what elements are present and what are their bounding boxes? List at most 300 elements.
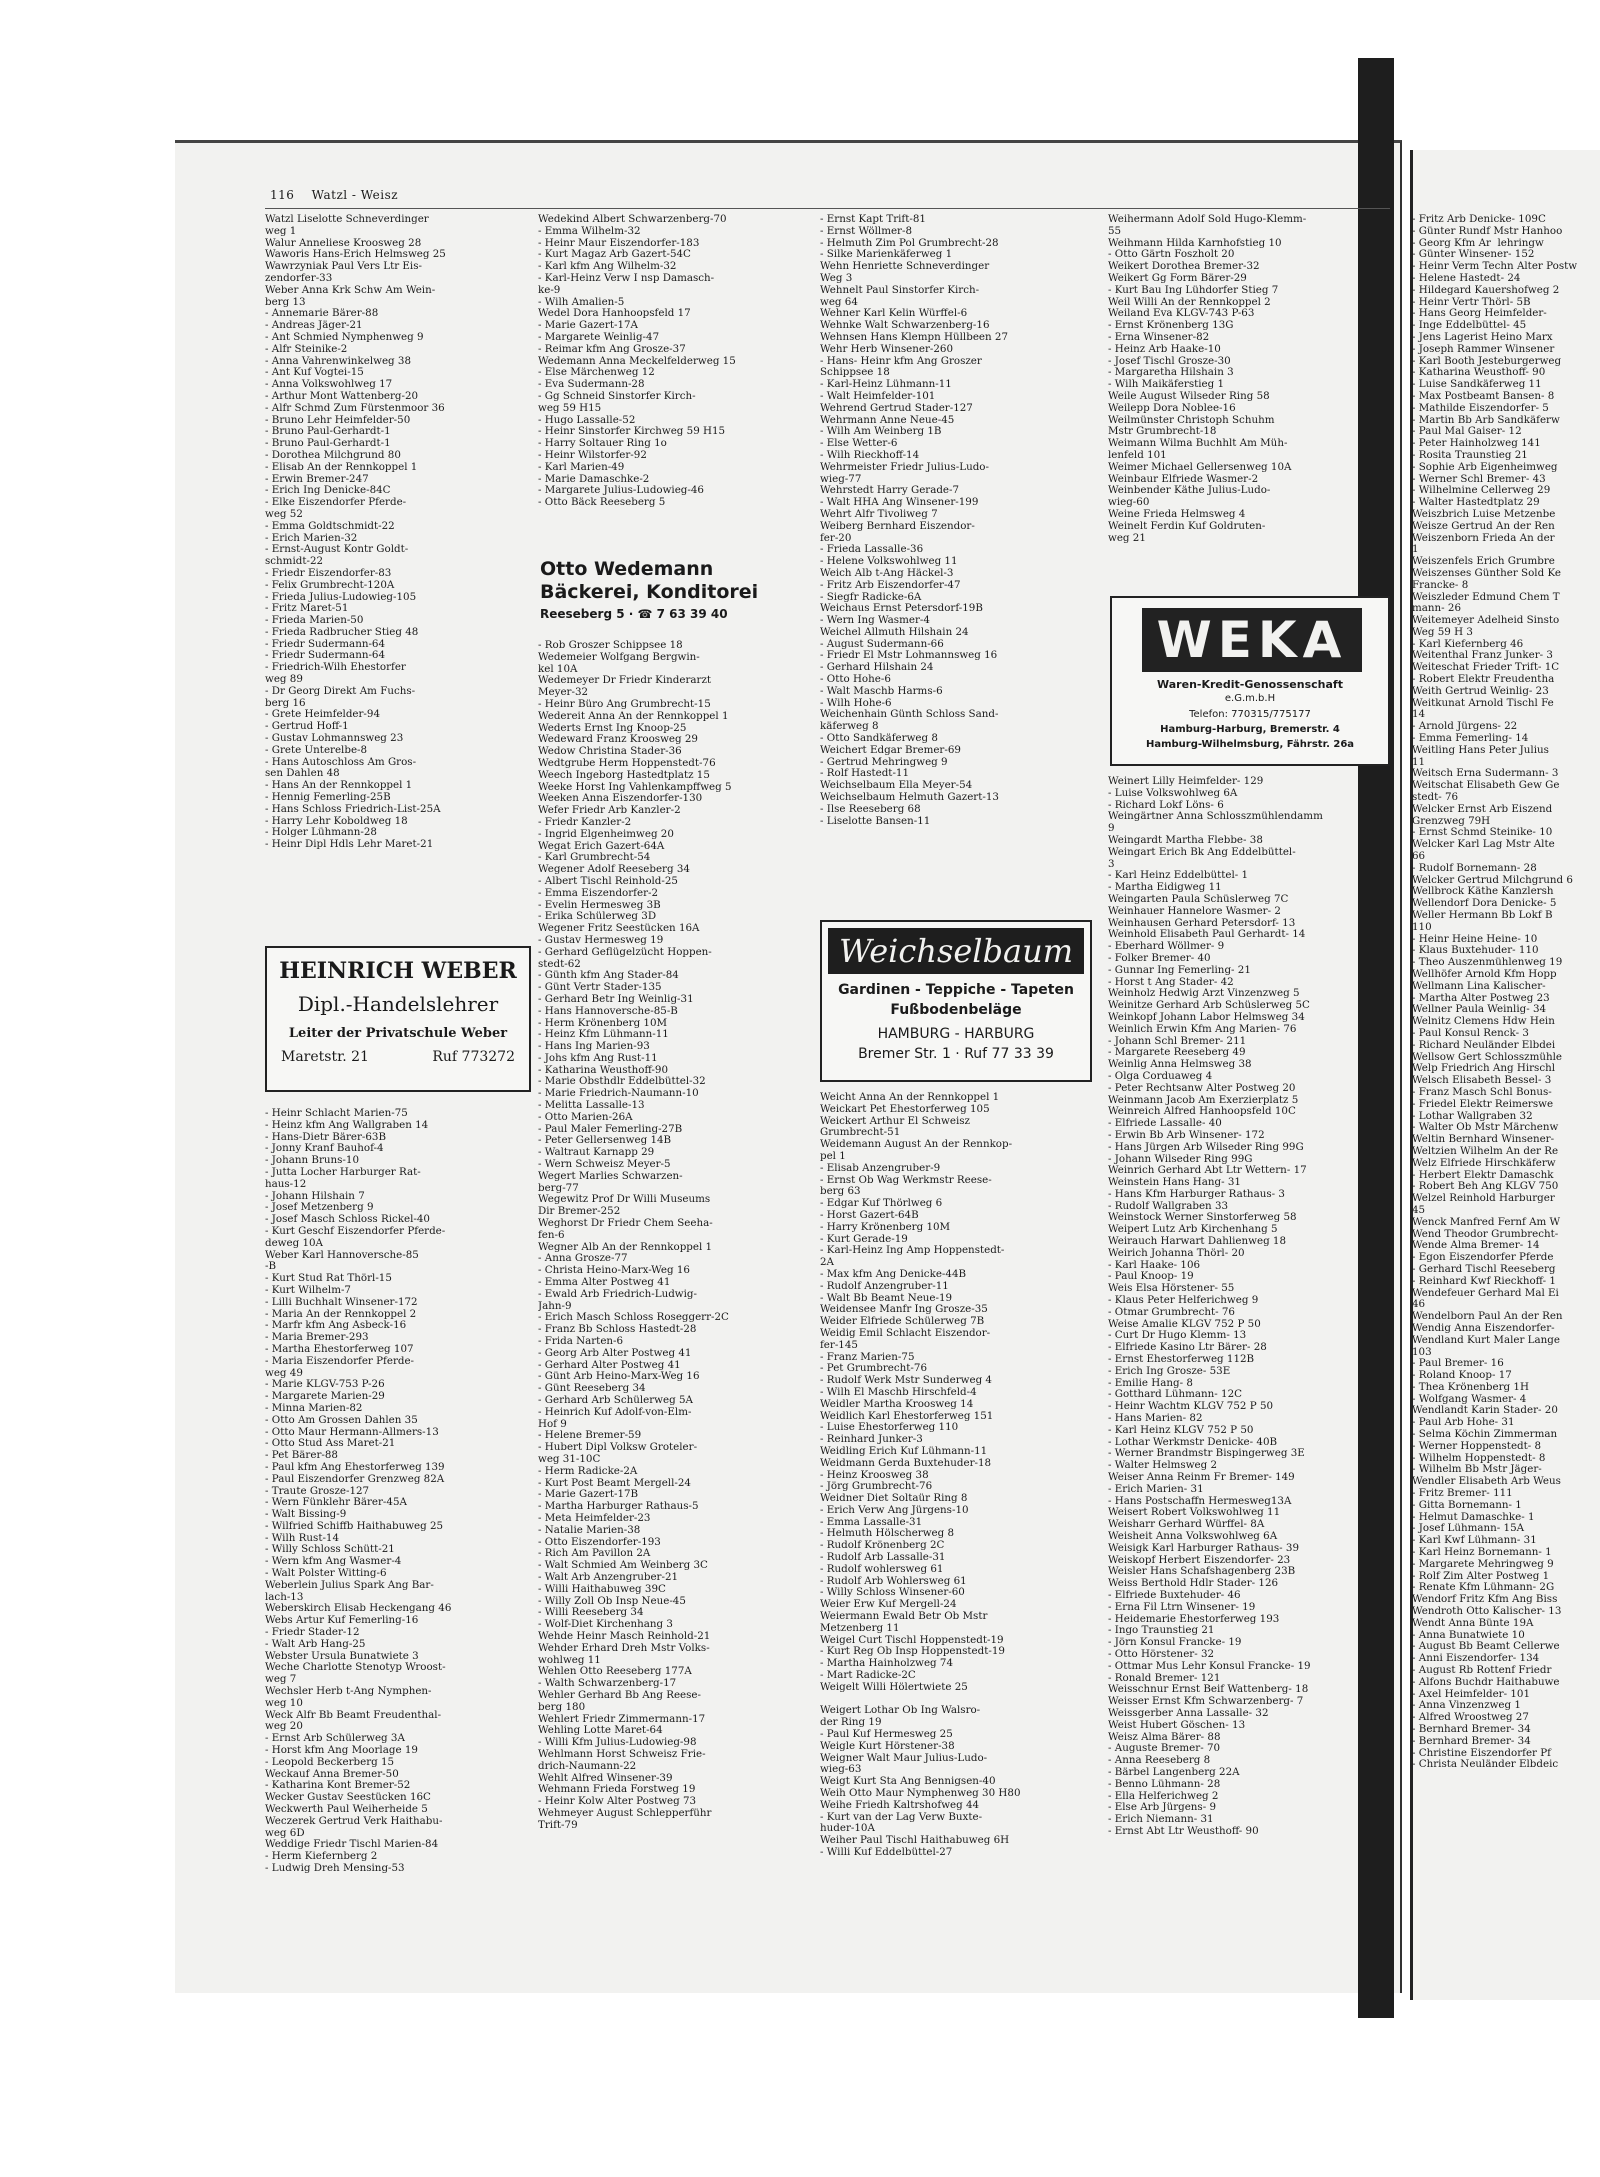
directory-entry: - Harry Krönenberg 10M <box>820 1221 951 1233</box>
directory-entry: - Walth Schwarzenberg-17 <box>538 1678 677 1690</box>
directory-entry: - Rudolf Arb Wohlersweg 61 <box>820 1575 967 1587</box>
directory-entry: - Paul Mal Gaiser- 12 <box>1412 426 1522 438</box>
directory-entry: - Willi Kuf Eddelbüttel-27 <box>820 1847 953 1858</box>
directory-entry: - Renate Kfm Lühmann- 2G <box>1412 1582 1555 1594</box>
ad-heinrich-weber <box>265 946 531 1092</box>
directory-entry: - Mathilde Eiszendorfer- 5 <box>1412 402 1549 414</box>
directory-entry: - Bruno Lehr Heimfelder-50 <box>265 414 411 426</box>
directory-entry: - Gitta Bornemann- 1 <box>1412 1499 1522 1511</box>
directory-entry: Weche Charlotte Stenotyp Wroost- <box>265 1662 446 1674</box>
directory-entry: - Fritz Maret-51 <box>265 603 349 615</box>
directory-entry: Welcker Gertrud Milchgrund 6 <box>1412 874 1573 886</box>
column-4-top <box>1108 214 1358 544</box>
directory-entry: Welcker Karl Lag Mstr Alte <box>1412 839 1555 851</box>
directory-entry: - Wern kfm Ang Wasmer-4 <box>265 1556 402 1568</box>
directory-entry: Weg 59 H 3 <box>1412 626 1473 638</box>
directory-entry: - Dr Georg Direkt Am Fuchs- <box>265 685 416 697</box>
directory-entry: - Heinz Kfm Lühmann-11 <box>538 1029 669 1041</box>
directory-entry: Wehlmann Horst Schweisz Frie- <box>538 1748 706 1760</box>
directory-entry: Weiland Eva KLGV-743 P-63 <box>1108 308 1255 320</box>
directory-entry: Weck Alfr Bb Beamt Freudenthal- <box>265 1709 442 1721</box>
directory-entry: - Otto Hohe-6 <box>820 674 891 686</box>
directory-entry: drich-Naumann-22 <box>538 1760 637 1772</box>
directory-entry: - Wolf-Diet Kirchenhang 3 <box>538 1619 673 1631</box>
directory-entry: - Rosita Traunstieg 21 <box>1412 449 1528 461</box>
directory-entry: Weissgerber Anna Lassalle- 32 <box>1108 1707 1269 1719</box>
directory-entry: - Reinhard Kwf Rieckhoff- 1 <box>1412 1275 1556 1287</box>
directory-entry: - Günt Arb Heino-Marx-Weg 16 <box>538 1371 700 1383</box>
directory-entry: - Emilie Hang- 8 <box>1108 1377 1193 1389</box>
directory-entry: Wendlandt Karin Stader- 20 <box>1412 1405 1558 1417</box>
directory-entry: - Grete Heimfelder-94 <box>265 709 381 721</box>
directory-entry: - Harry Soltauer Ring 1o <box>538 438 667 450</box>
directory-entry: Jahn-9 <box>538 1300 572 1312</box>
directory-entry: - Elfriede Kasino Ltr Bärer- 28 <box>1108 1342 1267 1354</box>
directory-entry: Welzel Reinhold Harburger <box>1412 1193 1555 1205</box>
directory-entry: Weisharr Gerhard Würffel- 8A <box>1108 1519 1265 1531</box>
directory-entry: - Hans- Heinr kfm Ang Groszer <box>820 355 982 367</box>
directory-entry: - Richard Neuländer Elbdei <box>1412 1039 1556 1051</box>
directory-entry: - Frieda Julius-Ludowieg-105 <box>265 591 417 603</box>
directory-entry: - Meta Heimfelder-23 <box>538 1512 651 1524</box>
directory-entry: - Anna Bunatwiete 10 <box>1412 1629 1525 1641</box>
directory-entry: Weberlein Julius Spark Ang Bar- <box>265 1579 434 1591</box>
directory-entry: Weidig Emil Schlacht Eiszendor- <box>820 1327 991 1339</box>
directory-entry: - Holger Lühmann-28 <box>265 827 377 839</box>
directory-entry: - Kurt Gerade-19 <box>820 1233 908 1245</box>
directory-entry: Weltin Bernhard Winsener- <box>1412 1134 1555 1146</box>
directory-entry: - Otto Maur Hermann-Allmers-13 <box>265 1426 439 1438</box>
directory-entry: berg 13 <box>265 296 306 308</box>
directory-entry: weg 49 <box>265 1367 303 1379</box>
directory-entry: wieg-60 <box>1108 497 1150 509</box>
directory-entry: Weile August Wilseder Ring 58 <box>1108 390 1270 402</box>
directory-entry: - Sophie Arb Eigenheimweg <box>1412 461 1558 473</box>
directory-entry: - Friedr Sudermann-64 <box>265 638 386 650</box>
directory-entry: Weis Elsa Hörstener- 55 <box>1108 1283 1235 1295</box>
directory-entry: - Marie Friedrich-Naumann-10 <box>538 1088 699 1100</box>
directory-entry: - Katharina Weusthoff-90 <box>538 1064 669 1076</box>
directory-entry: - Martha Eidigweg 11 <box>1108 882 1222 894</box>
directory-entry: - Emma Eiszendorfer-2 <box>538 887 659 899</box>
directory-entry: - Ant Kuf Vogtei-15 <box>265 367 364 379</box>
directory-entry: - Heinr Verm Techn Alter Postw <box>1412 261 1578 273</box>
directory-entry: - Arthur Mont Wattenberg-20 <box>265 390 419 402</box>
directory-entry: - Martin Bb Arb Sandkäferw <box>1412 414 1560 426</box>
directory-entry: - Klaus Buxtehuder- 110 <box>1412 945 1539 957</box>
directory-entry: - Helmuth Zim Pol Grumbrecht-28 <box>820 237 999 249</box>
book-spine <box>1358 58 1394 2018</box>
directory-entry: - Hans Jürgen Arb Wilseder Ring 99G <box>1108 1141 1304 1153</box>
directory-entry: Weimann Wilma Buchhlt Am Müh- <box>1108 438 1288 450</box>
directory-entry: Welnitz Clemens Hdw Hein <box>1412 1016 1555 1028</box>
directory-entry: der Ring 19 <box>820 1717 882 1729</box>
directory-entry: Wehrmann Anne Neue-45 <box>820 414 955 426</box>
directory-entry: - Ludwig Dreh Mensing-53 <box>265 1863 405 1874</box>
directory-entry: - Eberhard Wöllmer- 9 <box>1108 941 1225 953</box>
directory-entry: - Luise Ehestorferweg 110 <box>820 1422 959 1434</box>
column-1-top <box>265 214 525 851</box>
header-rule <box>265 208 1390 209</box>
directory-entry: - Ernst Kapt Trift-81 <box>820 214 926 225</box>
directory-entry: - Erich Marien- 31 <box>1108 1483 1204 1495</box>
directory-entry: - Werner Brandmstr Bispingerweg 3E <box>1108 1448 1305 1460</box>
directory-entry: huder-10A <box>820 1823 875 1835</box>
directory-entry: Weisheit Anna Volkswohlweg 6A <box>1108 1531 1278 1542</box>
directory-entry: - Margarete Mehringweg 9 <box>1412 1558 1554 1570</box>
directory-entry: Waworis Hans-Erich Helmsweg 25 <box>265 249 446 261</box>
ad-weber-line: Leiter der Privatschule Weber <box>288 1026 508 1041</box>
directory-entry: - Wilh Maikäferstieg 1 <box>1108 379 1225 391</box>
directory-entry: - Margarete Weinlig-47 <box>538 331 660 343</box>
directory-entry: - Marie Damaschke-2 <box>538 473 650 485</box>
directory-entry: - Horst kfm Ang Moorlage 19 <box>265 1745 418 1757</box>
directory-entry: kel 10A <box>538 663 578 675</box>
directory-entry: Wedtgrube Herm Hoppenstedt-76 <box>538 757 716 769</box>
directory-entry: - Helene Hastedt- 24 <box>1412 272 1521 284</box>
directory-entry: - Helmut Damaschke- 1 <box>1412 1511 1535 1523</box>
directory-entry: 110 <box>1412 921 1432 933</box>
directory-entry: weg 10 <box>265 1697 303 1709</box>
directory-entry: Weidemann August An der Rennkop- <box>820 1139 1013 1151</box>
directory-entry: lach-13 <box>265 1591 304 1603</box>
directory-entry: - Willi Reeseberg 34 <box>538 1607 644 1619</box>
directory-entry: wieg-77 <box>820 473 862 485</box>
directory-entry: Webs Artur Kuf Femerling-16 <box>265 1615 419 1627</box>
directory-entry: stedt- 76 <box>1412 792 1459 804</box>
directory-entry: - Rolf Zim Alter Postweg 1 <box>1412 1570 1550 1582</box>
directory-entry: - Walter Ob Mstr Märchenw <box>1412 1122 1559 1134</box>
directory-entry: - Otto Gärtn Foszholt 20 <box>1108 249 1235 261</box>
directory-entry: Wellsow Gert Schlosszmühle <box>1412 1051 1562 1063</box>
directory-entry: Weckauf Anna Bremer-50 <box>265 1768 399 1780</box>
directory-entry: - Rudolf Anzengruber-11 <box>820 1280 949 1292</box>
directory-entry: - Maria An der Rennkoppel 2 <box>265 1308 417 1320</box>
directory-entry: - Willi Kfm Julius-Ludowieg-98 <box>538 1737 697 1749</box>
directory-entry: Wehlert Friedr Zimmermann-17 <box>538 1713 706 1725</box>
directory-entry: Wederts Ernst Ing Knoop-25 <box>538 722 687 734</box>
directory-entry: - Werner Hoppenstedt- 8 <box>1412 1440 1542 1452</box>
directory-entry: - Günth kfm Ang Stader-84 <box>538 970 679 982</box>
directory-entry: - Margarete Reeseberg 49 <box>1108 1047 1246 1059</box>
directory-entry: - Luise Sandkäferweg 11 <box>1412 379 1542 391</box>
directory-entry: - Paul Maler Femerling-27B <box>538 1123 683 1135</box>
ad-weichselbaum <box>820 920 1092 1082</box>
directory-entry: 14 <box>1412 709 1426 721</box>
directory-entry: - Bruno Paul-Gerhardt-1 <box>265 438 391 450</box>
directory-entry: - Werner Schl Bremer- 43 <box>1412 473 1546 485</box>
directory-entry: - Kurt van der Lag Verw Buxte- <box>820 1811 983 1823</box>
directory-entry: Weinert Lilly Heimfelder- 129 <box>1108 776 1264 787</box>
directory-entry: - Günt Vertr Stader-135 <box>538 982 662 994</box>
directory-entry: - Wolfgang Wasmer- 4 <box>1412 1393 1527 1405</box>
directory-entry: - August Sudermann-66 <box>820 638 944 650</box>
directory-entry: - Katharina Weusthoff- 90 <box>1412 367 1546 379</box>
directory-entry: - Heinr Schlacht Marien-75 <box>265 1108 408 1119</box>
directory-entry: Weigner Walt Maur Julius-Ludo- <box>820 1752 988 1764</box>
directory-entry: - Silke Marienkäferweg 1 <box>820 249 953 261</box>
directory-entry: - Rudolf Wallgraben 33 <box>1108 1200 1229 1212</box>
directory-entry: - Felix Grumbrecht-120A <box>265 579 395 591</box>
directory-entry: - Fritz Bremer- 111 <box>1412 1488 1513 1500</box>
directory-entry: Weichel Allmuth Hilshain 24 <box>820 626 969 638</box>
directory-entry: - Elisab An der Rennkoppel 1 <box>265 461 418 473</box>
directory-entry: - Erna Fil Ltrn Winsener- 19 <box>1108 1601 1256 1613</box>
directory-entry: berg 63 <box>820 1186 861 1198</box>
directory-entry: Weith Gertrud Weinlig- 23 <box>1412 685 1549 697</box>
directory-entry: Mstr Grumbrecht-18 <box>1108 426 1217 438</box>
directory-entry: - Kurt Stud Rat Thörl-15 <box>265 1273 392 1285</box>
directory-entry: Wehmeyer August Schlepperführ <box>538 1807 712 1819</box>
directory-entry: Weinlich Erwin Kfm Ang Marien- 76 <box>1108 1023 1297 1035</box>
directory-entry: schmidt-22 <box>265 556 324 568</box>
directory-entry: Weichenhain Günth Schloss Sand- <box>820 709 999 721</box>
directory-entry: - Gerhard Alter Postweg 41 <box>538 1359 681 1371</box>
weichselbaum-address: Bremer Str. 1 · Ruf 77 33 39 <box>858 1046 1054 1062</box>
directory-entry: - Erika Schülerweg 3D <box>538 911 657 923</box>
directory-entry: - Wilhelmine Cellerweg 29 <box>1412 485 1551 497</box>
directory-entry: - Elfriede Lassalle- 40 <box>1108 1118 1222 1130</box>
directory-entry: - Wern Ing Wasmer-4 <box>820 615 930 627</box>
directory-entry: - Hans Kfm Harburger Rathaus- 3 <box>1108 1188 1285 1200</box>
directory-entry: - Hugo Lassalle-52 <box>538 414 636 426</box>
directory-entry: - Lothar Wallgraben 32 <box>1412 1110 1533 1122</box>
directory-entry: Welp Friedrich Ang Hirschl <box>1412 1063 1556 1075</box>
directory-entry: Walur Anneliese Kroosweg 28 <box>265 237 422 249</box>
directory-entry: haus-12 <box>265 1178 307 1190</box>
directory-entry: - Christine Eiszendorfer Pf <box>1412 1747 1551 1759</box>
directory-entry: Welz Elfriede Hirschkäferw <box>1412 1157 1556 1169</box>
weka-phone: Telefon: 770315/775177 <box>1189 709 1311 720</box>
directory-entry: - Paul Konsul Renck- 3 <box>1412 1027 1529 1039</box>
directory-entry: - Elfriede Buxtehuder- 46 <box>1108 1589 1241 1601</box>
directory-entry: mann- 26 <box>1412 603 1462 615</box>
directory-entry: - Wern Schweisz Meyer-5 <box>538 1159 671 1171</box>
directory-entry: Weeke Horst Ing Vahlenkampffweg 5 <box>538 781 732 793</box>
directory-entry: stedt-62 <box>538 958 581 970</box>
directory-entry: - Dorothea Milchgrund 80 <box>265 449 401 461</box>
directory-entry: - Gotthard Lühmann- 12C <box>1108 1389 1243 1401</box>
directory-entry: - Hennig Femerling-25B <box>265 792 391 804</box>
directory-entry: zendorfer-33 <box>265 272 333 284</box>
directory-entry: Weczerek Gertrud Verk Haithabu- <box>265 1815 443 1827</box>
directory-entry: Weiszenfels Erich Grumbre <box>1412 556 1555 568</box>
directory-entry: - Kurt Post Beamt Mergell-24 <box>538 1477 691 1489</box>
directory-entry: - Karl Kiefernberg 46 <box>1412 638 1524 650</box>
directory-entry: Wegener Fritz Seestücken 16A <box>538 923 700 935</box>
directory-entry: Wellbrock Käthe Kanzlersh <box>1412 886 1554 898</box>
directory-entry: - Friedr El Mstr Lohmannsweg 16 <box>820 650 998 662</box>
directory-entry: - Thea Krönenberg 1H <box>1412 1381 1529 1393</box>
directory-entry: Weisler Hans Schafshagenberg 23B <box>1108 1566 1296 1578</box>
directory-entry: - Peter Hainholzweg 141 <box>1412 438 1541 450</box>
directory-entry: - Walt Arb Anzengruber-21 <box>538 1571 679 1583</box>
directory-entry: - Ewald Arb Friedrich-Ludwig- <box>538 1288 697 1300</box>
directory-entry: - Richard Lokf Löns- 6 <box>1108 799 1224 811</box>
page-header <box>270 188 398 202</box>
directory-entry: - Heinrich Kuf Adolf-von-Elm- <box>538 1406 692 1418</box>
directory-entry: Weiermann Ewald Betr Ob Mstr <box>820 1611 988 1623</box>
directory-entry: - Gustav Lohmannsweg 23 <box>265 733 404 745</box>
directory-entry: - Erwin Bb Arb Winsener- 172 <box>1108 1129 1265 1141</box>
directory-entry: pel 1 <box>820 1150 846 1162</box>
directory-entry: - Gg Schneid Sinstorfer Kirch- <box>538 390 696 402</box>
directory-entry: Wehnelt Paul Sinstorfer Kirch- <box>820 284 980 296</box>
directory-entry: - Ernst Arb Schülerweg 3A <box>265 1733 405 1745</box>
directory-entry: - Roland Knoop- 17 <box>1412 1370 1512 1382</box>
directory-entry: - Maria Eiszendorfer Pferde- <box>265 1355 415 1367</box>
directory-entry: - Karl-Heinz Verw I nsp Damasch- <box>538 272 715 284</box>
directory-entry: Wend Theodor Grumbrecht- <box>1412 1228 1559 1240</box>
page-number: 116 <box>270 188 295 202</box>
directory-entry: sen Dahlen 48 <box>265 768 340 780</box>
directory-entry: fer-20 <box>820 532 852 544</box>
directory-entry: Weinmann Jacob Am Exerzierplatz 5 <box>1108 1094 1299 1106</box>
directory-entry: Wendler Elisabeth Arb Weus <box>1412 1476 1561 1488</box>
directory-entry: - Olga Corduaweg 4 <box>1108 1070 1213 1082</box>
directory-entry: - Walt HHA Ang Winsener-199 <box>820 497 979 509</box>
directory-entry: Weisschnur Ernst Beif Wattenberg- 18 <box>1108 1684 1309 1696</box>
directory-entry: - Anna Vinzenzweg 1 <box>1412 1700 1521 1712</box>
directory-entry: - Walt Maschb Harms-6 <box>820 685 943 697</box>
directory-entry: - Ernst Ehestorferweg 112B <box>1108 1354 1255 1366</box>
directory-entry: - Horst t Ang Stader- 42 <box>1108 976 1234 988</box>
directory-entry: Wedow Christina Stader-36 <box>538 746 682 758</box>
directory-entry: Weidner Diet Soltaür Ring 8 <box>820 1493 968 1505</box>
directory-entry: - Evelin Hermesweg 3B <box>538 899 661 911</box>
directory-entry: Weg 3 <box>820 272 853 284</box>
directory-entry: Weikert Gg Form Bärer-29 <box>1108 272 1247 284</box>
directory-entry: - Gustav Hermesweg 19 <box>538 934 664 946</box>
directory-entry: Weingarten Paula Schüslerweg 7C <box>1108 893 1289 905</box>
directory-entry: Weist Hubert Göschen- 13 <box>1108 1719 1246 1731</box>
directory-entry: - Ilse Reeseberg 68 <box>820 803 921 815</box>
directory-entry: - Frieda Radbrucher Stieg 48 <box>265 626 419 638</box>
directory-entry: - Willy Schloss Winsener-60 <box>820 1587 965 1599</box>
directory-entry: Francke- 8 <box>1412 579 1469 591</box>
directory-entry: Weidmann Gerda Buxtehuder-18 <box>820 1457 992 1469</box>
directory-entry: - Liselotte Bansen-11 <box>820 815 931 827</box>
directory-entry: - Axel Heimfelder- 101 <box>1412 1688 1530 1700</box>
directory-entry: wieg-63 <box>820 1764 862 1776</box>
directory-entry: weg 64 <box>820 296 858 308</box>
directory-entry: - Gertrud Mehringweg 9 <box>820 756 948 768</box>
directory-entry: Weingardt Martha Flebbe- 38 <box>1108 834 1263 846</box>
directory-entry: Wehrend Gertrud Stader-127 <box>820 402 973 414</box>
directory-entry: - Eva Sudermann-28 <box>538 379 645 391</box>
directory-entry: - Gerhard Tischl Reeseberg <box>1412 1263 1556 1275</box>
directory-entry: - August Bb Beamt Cellerwe <box>1412 1641 1560 1653</box>
directory-entry: - Grete Unterelbe-8 <box>265 744 368 756</box>
directory-entry: - Friedel Elektr Reimerswe <box>1412 1098 1554 1110</box>
directory-entry: Wedemeier Wolfgang Bergwin- <box>538 651 700 663</box>
column-3-top <box>820 214 1080 827</box>
directory-entry: - Rudolf Krönenberg 2C <box>820 1540 945 1552</box>
directory-entry: Wedemann Anna Meckelfelderweg 15 <box>538 355 736 367</box>
directory-entry: - Elke Eiszendorfer Pferde- <box>265 497 407 509</box>
column-5 <box>1412 214 1600 1771</box>
directory-entry: Weicht Anna An der Rennkoppel 1 <box>820 1092 1000 1103</box>
directory-entry: - Hubert Dipl Volksw Groteler- <box>538 1442 698 1454</box>
directory-entry: - Kurt Magaz Arb Gazert-54C <box>538 249 691 261</box>
directory-entry: - Heidemarie Ehestorferweg 193 <box>1108 1613 1280 1625</box>
directory-entry: - Walt Schmied Am Weinberg 3C <box>538 1560 708 1572</box>
directory-entry: - Alfred Wroostweg 27 <box>1412 1712 1529 1724</box>
directory-entry: Weisz Alma Bärer- 88 <box>1108 1731 1221 1743</box>
directory-entry: - Edgar Kuf Thörlweg 6 <box>820 1198 943 1210</box>
directory-entry: - Reinhard Junker-3 <box>820 1434 923 1446</box>
directory-entry: - Rudolf Arb Lassalle-31 <box>820 1552 946 1564</box>
directory-entry: - Josef Tischl Grosze-30 <box>1108 355 1231 367</box>
directory-entry: Weikert Dorothea Bremer-32 <box>1108 261 1260 273</box>
directory-entry: - Lilli Buchhalt Winsener-172 <box>265 1296 418 1308</box>
directory-entry: Weitsch Erna Sudermann- 3 <box>1412 768 1559 780</box>
directory-entry: - Helmuth Hölscherweg 8 <box>820 1528 955 1540</box>
directory-entry: Weinhausen Gerhard Petersdorf- 13 <box>1108 917 1296 929</box>
directory-entry: Hof 9 <box>538 1418 567 1430</box>
directory-entry: Metzenberg 11 <box>820 1622 900 1634</box>
ad-weber-street: Maretstr. 21 <box>281 1049 369 1065</box>
directory-entry: Welcker Ernst Arb Eiszend <box>1412 803 1553 815</box>
directory-entry: Wendt Anna Bünte 19A <box>1412 1617 1534 1629</box>
weka-logo: WEKA <box>1142 608 1362 672</box>
directory-entry: - Rolf Hastedt-11 <box>820 768 910 780</box>
directory-entry: Weigelt Willi Hölertwiete 25 <box>820 1681 968 1693</box>
directory-entry: - Heinz kfm Ang Wallgraben 14 <box>265 1119 429 1131</box>
directory-entry: - Ant Schmied Nymphenweg 9 <box>265 331 424 343</box>
directory-entry: - Bärbel Langenberg 22A <box>1108 1766 1240 1778</box>
directory-entry: Dir Bremer-252 <box>538 1206 621 1218</box>
weichselbaum-city: HAMBURG - HARBURG <box>877 1026 1035 1042</box>
directory-entry: - Ernst Krönenberg 13G <box>1108 320 1234 332</box>
directory-entry: - Max kfm Ang Denicke-44B <box>820 1268 967 1280</box>
directory-entry: - Otto Bäck Reeseberg 5 <box>538 497 666 509</box>
weka-line1: Hamburg-Harburg, Bremerstr. 4 <box>1160 724 1340 735</box>
page-title: Watzl - Weisz <box>311 188 399 202</box>
directory-entry: - Erich Masch Schloss Roseggerr-2C <box>538 1312 729 1324</box>
directory-entry: - Herm Radicke-2A <box>538 1465 638 1477</box>
directory-entry: Weinrich Gerhard Abt Ltr Wettern- 17 <box>1108 1165 1307 1177</box>
directory-entry: - Else Märchenweg 12 <box>538 367 655 379</box>
directory-entry: - Friedrich-Wilh Ehestorfer <box>265 662 406 674</box>
directory-entry: - Jutta Locher Harburger Rat- <box>265 1166 421 1178</box>
directory-entry: - Günter Winsener- 152 <box>1412 249 1535 261</box>
directory-entry: Welsch Elisabeth Bessel- 3 <box>1412 1075 1552 1087</box>
directory-entry: - Frieda Lassalle-36 <box>820 544 924 556</box>
column-2-top <box>538 214 798 509</box>
directory-entry: - Else Wetter-6 <box>820 438 898 450</box>
weka-legal: e.G.m.b.H <box>1224 693 1276 704</box>
directory-entry: - Heinr Wachtm KLGV 752 P 50 <box>1108 1401 1274 1413</box>
directory-entry: berg 16 <box>265 697 306 709</box>
directory-entry: - Gerhard Betr Ing Weinlig-31 <box>538 993 694 1005</box>
directory-entry: Weinelt Ferdin Kuf Goldruten- <box>1108 520 1266 532</box>
ad-wedemann-address: Reeseberg 5 · ☎ 7 63 39 40 <box>540 607 728 621</box>
directory-entry: - Willy Zoll Ob Insp Neue-45 <box>538 1595 686 1607</box>
directory-entry: - Helene Bremer-59 <box>538 1430 642 1442</box>
directory-entry: - Alfr Schmd Zum Fürstenmoor 36 <box>265 402 445 414</box>
directory-entry: - Ingo Traunstieg 21 <box>1108 1625 1215 1637</box>
directory-entry: - Gerhard Hilshain 24 <box>820 662 934 674</box>
directory-entry: Trift-79 <box>538 1819 578 1831</box>
directory-entry: Weiskopf Herbert Eiszendorfer- 23 <box>1108 1554 1291 1566</box>
directory-entry: - Max Postbeamt Bansen- 8 <box>1412 390 1555 402</box>
directory-entry: käferweg 8 <box>820 721 879 733</box>
directory-entry: Weitkunat Arnold Tischl Fe <box>1412 697 1554 709</box>
directory-entry: Weier Erw Kuf Mergell-24 <box>820 1599 957 1611</box>
directory-entry: Weisze Gertrud An der Ren <box>1412 520 1555 532</box>
directory-entry: - Otto Am Grossen Dahlen 35 <box>265 1414 418 1426</box>
